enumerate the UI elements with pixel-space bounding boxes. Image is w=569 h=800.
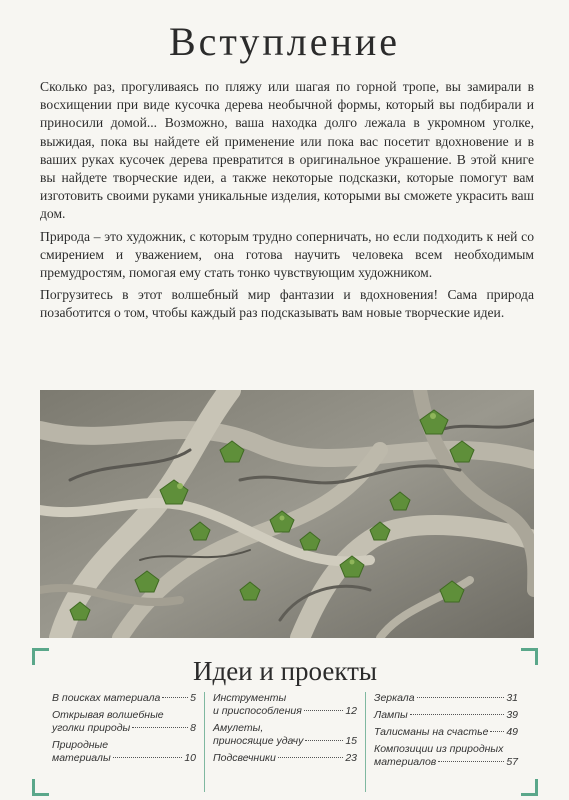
toc-entry[interactable] xyxy=(374,709,518,722)
toc-leader-dots xyxy=(410,714,505,715)
toc-leader-dots xyxy=(305,740,343,741)
toc-entry-title: и приспособления xyxy=(213,705,302,717)
toc-entry-title: Зеркала xyxy=(374,692,415,704)
toc-leader-dots xyxy=(162,697,188,698)
page-title: Вступление xyxy=(168,19,401,64)
toc-leader-dots xyxy=(132,727,188,728)
toc-leader-dots xyxy=(304,710,343,711)
toc-entry-title: В поисках материала xyxy=(52,692,161,704)
toc-leader-dots xyxy=(490,731,504,732)
toc-entry-title: материалы xyxy=(52,752,111,764)
toc-frame xyxy=(32,648,538,796)
intro-paragraph: Природа – это художник, с которым трудно соперничать, но если подходить к ней со смирением и уважением, она готова научить человека всем необходимым премудростям, помогая ему стать тонко чувствующим художником. xyxy=(40,228,534,281)
toc-entry-title: Композиции из природных xyxy=(374,743,504,755)
toc-entry[interactable] xyxy=(213,692,357,718)
toc-entry-title: Открывая волшебные xyxy=(52,709,164,721)
toc-columns xyxy=(44,692,526,792)
toc-column xyxy=(204,692,365,792)
toc-entry-title: Лампы xyxy=(374,709,408,721)
toc-leader-dots xyxy=(417,697,505,698)
toc-entry[interactable] xyxy=(52,709,196,735)
toc-entry[interactable] xyxy=(374,726,518,739)
toc-column xyxy=(365,692,526,792)
toc-title: Идеи и проекты xyxy=(192,656,378,686)
toc-page-number: 49 xyxy=(506,726,518,738)
toc-entry-title: материалов xyxy=(374,756,437,768)
toc-entry[interactable] xyxy=(52,692,196,705)
intro-text xyxy=(40,78,534,327)
roots-ivy-photo xyxy=(40,390,534,638)
toc-entry-title: Инструменты xyxy=(213,692,287,704)
toc-page-number: 31 xyxy=(506,692,518,704)
roots-ivy-illustration xyxy=(40,390,534,638)
toc-column xyxy=(44,692,204,792)
intro-paragraph: Сколько раз, прогуливаясь по пляжу или шагая по горной тропе, вы замирали в восхищении при виде кусочка дерева необычной формы, который вы подбирали и приносили домой... Возможно, ваша находка долго лежала в укромном уголке, выжидая, пока вы найдете ей применение или пока вас посетит вдохновение и в ваших руках кусочек дерева превратится в оригинальное украшение. В этой книге вы найдете творческие идеи, а также некоторые подсказки, которые помогут вам изготовить своими руками уникальные изделия, которыми вы сможете украсить ваш дом. xyxy=(40,79,534,222)
toc-page-number: 10 xyxy=(184,752,196,764)
toc-leader-dots xyxy=(278,757,343,758)
toc-page-number: 39 xyxy=(506,709,518,721)
toc-entry-title: Подсвечники xyxy=(213,752,276,764)
toc-entry[interactable] xyxy=(52,739,196,765)
toc-entry-title: Природные xyxy=(52,739,109,751)
toc-page-number: 5 xyxy=(190,692,196,704)
toc-leader-dots xyxy=(113,757,183,758)
toc-entry-title: Амулеты, xyxy=(213,722,264,734)
toc-leader-dots xyxy=(438,761,504,762)
toc-page-number: 15 xyxy=(345,735,357,747)
toc-entry[interactable] xyxy=(374,743,518,769)
toc-entry[interactable] xyxy=(213,722,357,748)
toc-entry[interactable] xyxy=(374,692,518,705)
toc-page-number: 12 xyxy=(345,705,357,717)
intro-paragraph: Погрузитесь в этот волшебный мир фантазии и вдохновения! Сама природа позаботится о том, чтобы каждый раз подсказывать вам новые творческие идеи. xyxy=(40,287,534,321)
toc-page-number: 57 xyxy=(506,756,518,768)
toc-entry-title: Талисманы на счастье xyxy=(374,726,489,738)
toc-page-number: 8 xyxy=(190,722,196,734)
toc-entry[interactable] xyxy=(213,752,357,765)
toc-entry-title: приносящие удачу xyxy=(213,735,304,747)
toc-entry-title: уголки природы xyxy=(52,722,131,734)
toc-page-number: 23 xyxy=(345,752,357,764)
